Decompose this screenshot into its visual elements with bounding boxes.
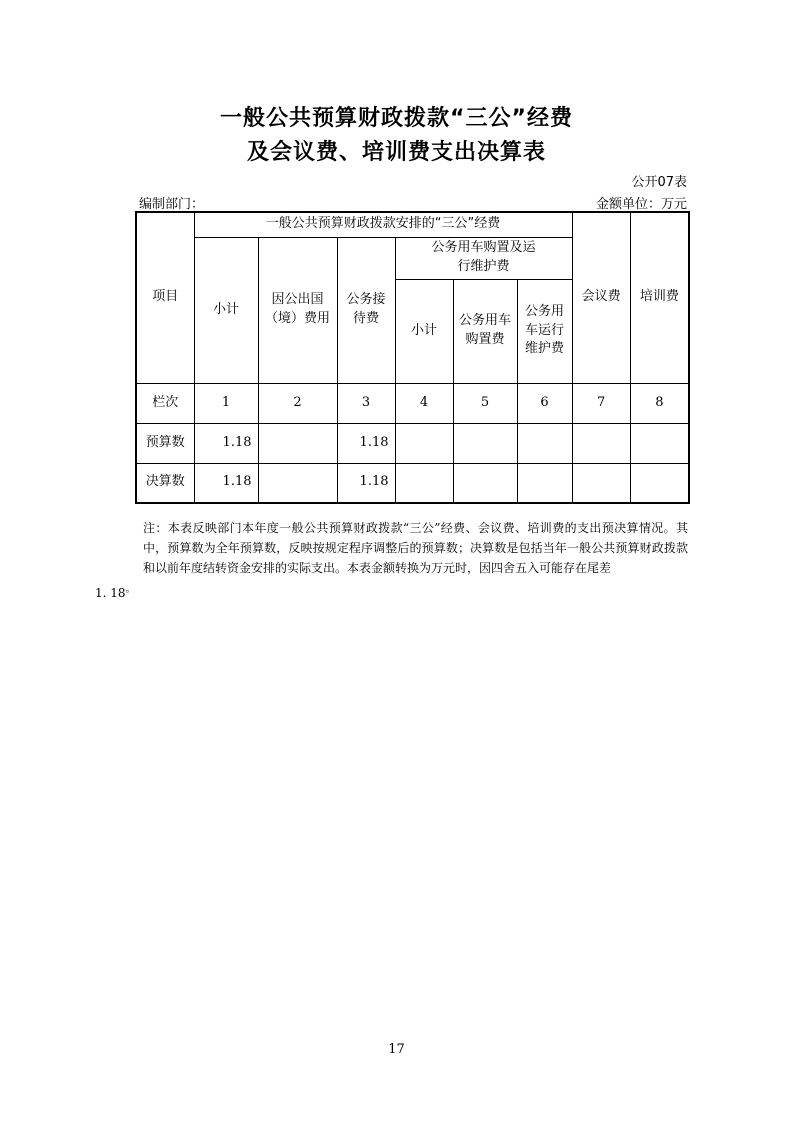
note-tail-mark: 。: [125, 584, 136, 595]
budget-reception: 1.18: [337, 423, 395, 463]
header-subtotal: 小计: [194, 237, 258, 383]
page-number: 17: [388, 1042, 405, 1057]
header-vehicle-group: 公务用车购置及运行维护费: [395, 237, 572, 279]
header-abroad-fee: 因公出国（境）费用: [258, 237, 337, 383]
department-label: 编制部门：: [139, 197, 205, 212]
index-col-7: 7: [572, 383, 630, 423]
index-col-3: 3: [337, 383, 395, 423]
final-vehicle-subtotal: [395, 463, 453, 503]
header-meeting-fee: 会议费: [572, 212, 630, 383]
header-three-public-group: 一般公共预算财政拨款安排的“三公”经费: [194, 212, 572, 237]
header-training-fee: 培训费: [630, 212, 689, 383]
note-tail-value: 1. 18: [95, 586, 126, 600]
final-row-label: 决算数: [136, 463, 194, 503]
final-reception: 1.18: [337, 463, 395, 503]
budget-row-label: 预算数: [136, 423, 194, 463]
header-reception-fee: 公务接待费: [337, 237, 395, 383]
amount-unit-label: 金额单位：万元: [595, 197, 687, 212]
budget-training: [630, 423, 689, 463]
table-note: 注：本表反映部门本年度一般公共预算财政拨款“三公”经费、会议费、培训费的支出预决算情况。其中，预算数为全年预算数，反映按规定程序调整后的预算数；决算数是包括当年一般公共预算财政拨款和以前年度结转资金安排的实际支出。本表金额转换为万元时，因四舍五入可能存在尾差: [143, 521, 688, 575]
budget-meeting: [572, 423, 630, 463]
final-vehicle-maintenance: [517, 463, 572, 503]
index-col-5: 5: [453, 383, 517, 423]
budget-vehicle-subtotal: [395, 423, 453, 463]
index-col-1: 1: [194, 383, 258, 423]
final-abroad: [258, 463, 337, 503]
table-title-line-2: 及会议费、培训费支出决算表: [246, 140, 546, 165]
table-title-line-1: 一般公共预算财政拨款“三公”经费: [220, 106, 573, 131]
final-vehicle-purchase: [453, 463, 517, 503]
final-meeting: [572, 463, 630, 503]
index-row-label: 栏次: [136, 383, 194, 423]
index-col-8: 8: [630, 383, 689, 423]
index-col-2: 2: [258, 383, 337, 423]
header-vehicle-purchase: 公务用车购置费: [453, 279, 517, 383]
final-training: [630, 463, 689, 503]
budget-abroad: [258, 423, 337, 463]
header-vehicle-subtotal: 小计: [395, 279, 453, 383]
index-col-4: 4: [395, 383, 453, 423]
budget-subtotal: 1.18: [194, 423, 258, 463]
budget-vehicle-purchase: [453, 423, 517, 463]
note-tail: [95, 580, 136, 600]
budget-vehicle-maintenance: [517, 423, 572, 463]
header-vehicle-maintenance: 公务用车运行维护费: [517, 279, 572, 383]
form-number: 公开07表: [631, 175, 687, 190]
index-col-6: 6: [517, 383, 572, 423]
expenditure-table: [135, 211, 690, 504]
final-subtotal: 1.18: [194, 463, 258, 503]
header-item: 项目: [136, 212, 194, 383]
